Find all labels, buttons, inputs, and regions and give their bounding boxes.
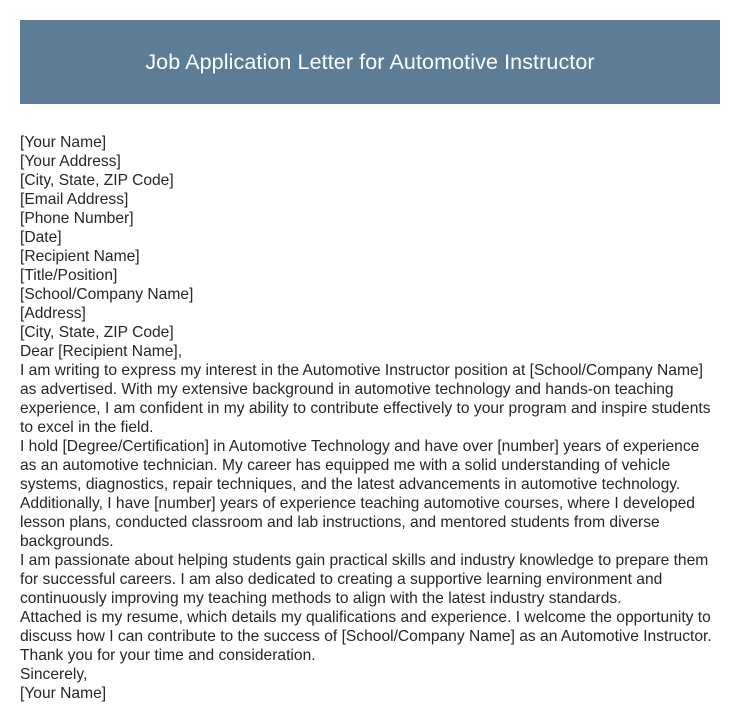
closing: Sincerely, bbox=[20, 666, 88, 683]
paragraph-closing: Attached is my resume, which details my qualifications and experience. I welcome the opportunity to discuss how I can contribute to the success of [School/Company Name] as an Automotive Instructor. Thank you for your time and consideration. bbox=[20, 609, 712, 664]
recipient-organization: [School/Company Name] bbox=[20, 286, 194, 303]
letter-body bbox=[20, 133, 720, 703]
recipient-address: [Address] bbox=[20, 305, 86, 322]
paragraph-intro: I am writing to express my interest in the Automotive Instructor position at [School/Company Name] as advertised. With my extensive background in automotive technology and hands-on teaching experience, I am confident in my ability to contribute effectively to your program and inspire students to excel in the field. bbox=[20, 362, 711, 436]
recipient-name: [Recipient Name] bbox=[20, 248, 140, 265]
sender-phone: [Phone Number] bbox=[20, 210, 134, 227]
paragraph-passion: I am passionate about helping students gain practical skills and industry knowledge to prepare them for successful careers. I am also dedicated to creating a supportive learning environment and continuously improving my teaching methods to align with the latest industry standards. bbox=[20, 552, 709, 607]
document-title: Job Application Letter for Automotive Instructor bbox=[145, 49, 595, 74]
sender-email: [Email Address] bbox=[20, 191, 129, 208]
paragraph-experience: I hold [Degree/Certification] in Automotive Technology and have over [number] years of experience as an automotive technician. My career has equipped me with a solid understanding of vehicle systems, diagnostics, repair techniques, and the latest advancements in automotive technology. Additionally, I have [number] years of experience teaching automotive courses, where I developed lesson plans, conducted classroom and lab instructions, and mentored students from diverse backgrounds. bbox=[20, 438, 700, 550]
document-header bbox=[20, 20, 720, 104]
letter-date: [Date] bbox=[20, 229, 62, 246]
recipient-city-state-zip: [City, State, ZIP Code] bbox=[20, 324, 174, 341]
recipient-title: [Title/Position] bbox=[20, 267, 118, 284]
sender-name: [Your Name] bbox=[20, 134, 107, 151]
signature: [Your Name] bbox=[20, 685, 107, 702]
sender-city-state-zip: [City, State, ZIP Code] bbox=[20, 172, 174, 189]
salutation: Dear [Recipient Name], bbox=[20, 343, 183, 360]
sender-address: [Your Address] bbox=[20, 153, 121, 170]
